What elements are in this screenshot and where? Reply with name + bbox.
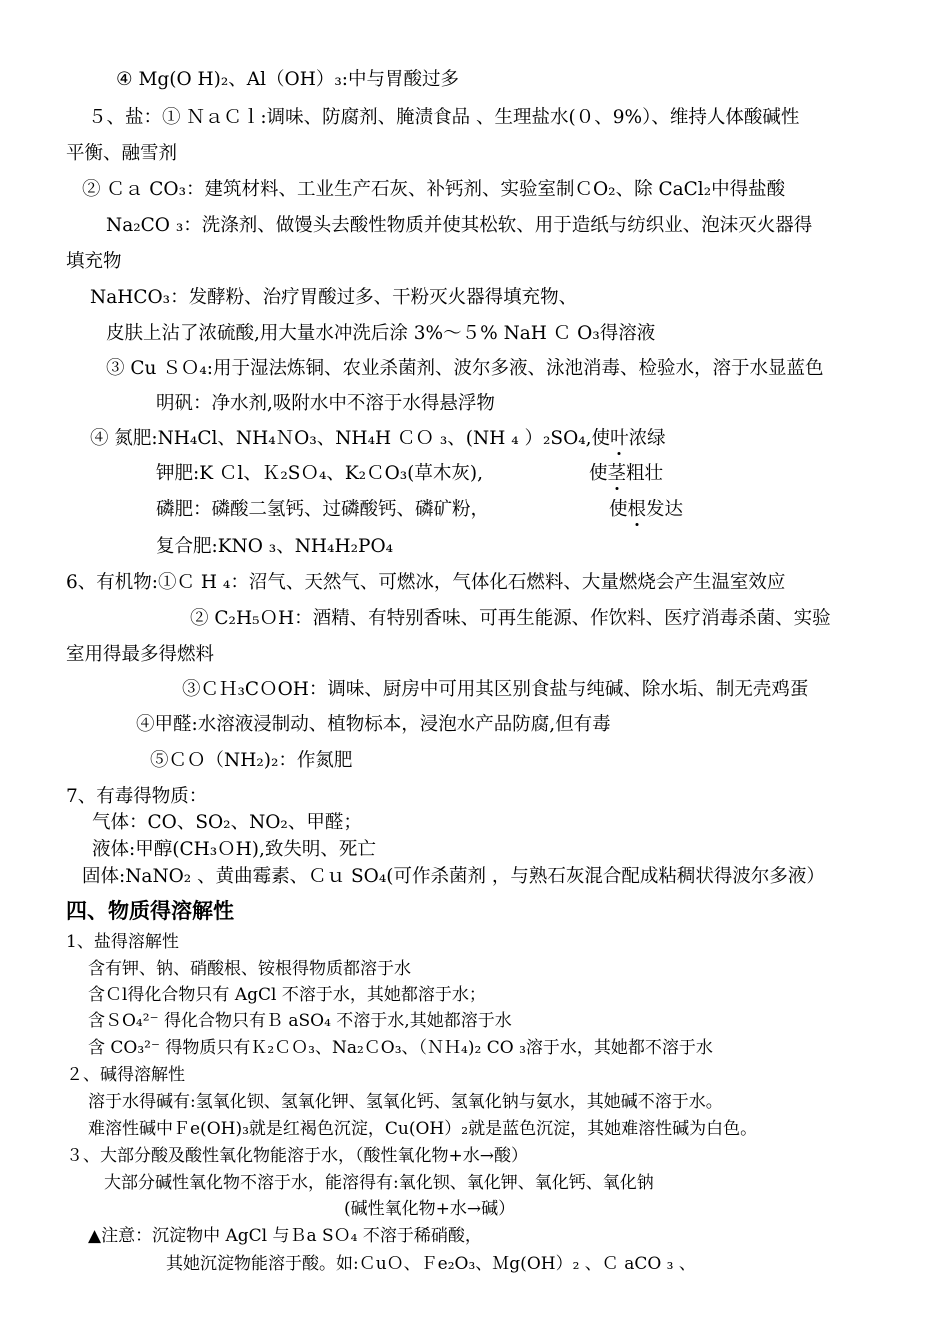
emphasis-char: 茎 bbox=[607, 463, 627, 484]
text-line: ５、盐：① ＮａＣｌ:调味、防腐剂、腌渍食品 、生理盐水(０、9%）、维持人体酸碱性 bbox=[88, 107, 800, 128]
text-line: 溶于水得碱有:氢氧化钡、氢氧化钾、氢氧化钙、氢氧化钠与氨水，其她碱不溶于水。 bbox=[88, 1092, 723, 1112]
text-line: ③ Cu ＳＯ₄:用于湿法炼铜、农业杀菌剂、波尔多液、泳池消毒、检验水，溶于水显蓝色 bbox=[106, 358, 824, 379]
section-heading: 四、物质得溶解性 bbox=[66, 899, 234, 923]
text-line: 固体:NaNO₂ 、黄曲霉素、Ｃｕ SO₄(可作杀菌剂 ，与熟石灰混合配成粘稠状得波尔多液） bbox=[82, 866, 825, 887]
text-line: 7、有毒得物质： bbox=[66, 786, 208, 807]
text-line: 含ＳO₄²⁻ 得化合物只有Ｂ aSO₄ 不溶于水,其她都溶于水 bbox=[88, 1011, 512, 1031]
text-line: 难溶性碱中Ｆe(OH)₃就是红褐色沉淀，Cu(OH）₂就是蓝色沉淀，其她难溶性碱为白色。 bbox=[88, 1119, 758, 1139]
phosphate-effect bbox=[609, 498, 683, 522]
text-line: ④甲醛:水溶液浸制动、植物标本，浸泡水产品防腐,但有毒 bbox=[136, 714, 611, 735]
text-line: 室用得最多得燃料 bbox=[66, 644, 215, 665]
text-line: 平衡、融雪剂 bbox=[66, 143, 178, 164]
text-segment: 浓绿 bbox=[628, 428, 666, 449]
text-line: ３、大部分酸及酸性氧化物能溶于水，（酸性氧化物+水→酸） bbox=[66, 1146, 528, 1166]
text-line: 气体：CO、SO₂、NO₂、甲醛； bbox=[92, 812, 362, 833]
text-line: 大部分碱性氧化物不溶于水，能溶得有:氧化钡、氧化钾、氧化钙、氧化钠 bbox=[104, 1173, 654, 1193]
text-line: 明矾：净水剂,吸附水中不溶于水得悬浮物 bbox=[156, 393, 495, 414]
text-line: ④ Mg(O H)₂、Al（OH）₃:中与胃酸过多 bbox=[116, 69, 460, 90]
text-line: ② C₂H₅ＯH：酒精、有特别香味、可再生能源、作饮料、医疗消毒杀菌、实验 bbox=[190, 608, 831, 629]
text-line: ▲注意：沉淀物中 AgCl 与Ｂa SＯ₄ 不溶于稀硝酸， bbox=[88, 1226, 482, 1246]
text-line: ③ＣＨ₃CＯOH：调味、厨房中可用其区别食盐与纯碱、除水垢、制无壳鸡蛋 bbox=[182, 679, 809, 700]
text-segment: 粗壮 bbox=[626, 463, 664, 484]
nitrogen-fertilizer-line bbox=[90, 427, 666, 451]
text-line: 皮肤上沾了浓硫酸,用大量水冲洗后涂 3%～５% NaH Ｃ O₃得溶液 bbox=[106, 323, 656, 344]
text-line: 液体:甲醇(CH₃ＯH),致失明、死亡 bbox=[92, 839, 376, 860]
text-line: NaHCO₃：发酵粉、治疗胃酸过多、干粉灭火器得填充物、 bbox=[90, 287, 578, 308]
text-segment: 发达 bbox=[646, 499, 684, 520]
text-segment: 磷肥：磷酸二氢钙、过磷酸钙、磷矿粉， bbox=[156, 499, 490, 520]
text-line: ⑤ＣＯ（NH₂)₂：作氮肥 bbox=[150, 750, 353, 771]
text-line: ② Ｃａ CO₃：建筑材料、工业生产石灰、补钙剂、实验室制ＣO₂、除 CaCl₂中得盐酸 bbox=[82, 179, 786, 200]
potash-fertilizer-line bbox=[156, 462, 483, 486]
text-line: Na₂CO ₃：洗涤剂、做馒头去酸性物质并使其松软、用于造纸与纺织业、泡沫灭火器得 bbox=[106, 215, 813, 236]
text-line: (碱性氧化物+水→碱） bbox=[344, 1199, 516, 1219]
emphasis-char: 叶 bbox=[610, 428, 629, 449]
text-line: 含有钾、钠、硝酸根、铵根得物质都溶于水 bbox=[88, 959, 411, 979]
text-line: 1、盐得溶解性 bbox=[66, 932, 179, 952]
text-line: 其她沉淀物能溶于酸。如:ＣuＯ、Ｆe₂O₃、Ｍg(OH）₂ 、Ｃ aCO ₃ 、 bbox=[166, 1254, 696, 1274]
emphasis-char: 根 bbox=[627, 499, 647, 520]
text-line: 含 CO₃²⁻ 得物质只有Ｋ₂ＣＯ₃、Na₂ＣO₃、（ＮＨ₄)₂ CO ₃溶于水，其她都不溶于水 bbox=[88, 1038, 713, 1058]
text-line: 填充物 bbox=[66, 251, 122, 272]
text-segment: 使 bbox=[609, 499, 628, 520]
text-segment: ④ 氮肥:NH₄Cl、NH₄ＮO₃、NH₄H ＣＯ ₃、(NH ₄ ）₂SO₄,使 bbox=[90, 428, 611, 449]
potash-effect bbox=[589, 462, 663, 486]
text-segment: 钾肥:K Ｃl、Ｋ₂SＯ₄、K₂ＣO₃(草木灰), bbox=[156, 463, 483, 484]
phosphate-fertilizer-line bbox=[156, 498, 489, 522]
text-line: 复合肥:KNO ₃、NH₄H₂PO₄ bbox=[156, 536, 394, 557]
text-line: 6、有机物:①Ｃ H ₄：沼气、天然气、可燃冰，气体化石燃料、大量燃烧会产生温室效应 bbox=[66, 572, 786, 593]
text-line: 含Ｃl得化合物只有 AgCl 不溶于水，其她都溶于水； bbox=[88, 985, 486, 1005]
text-segment: 使 bbox=[589, 463, 608, 484]
text-line: ２、碱得溶解性 bbox=[66, 1065, 185, 1085]
